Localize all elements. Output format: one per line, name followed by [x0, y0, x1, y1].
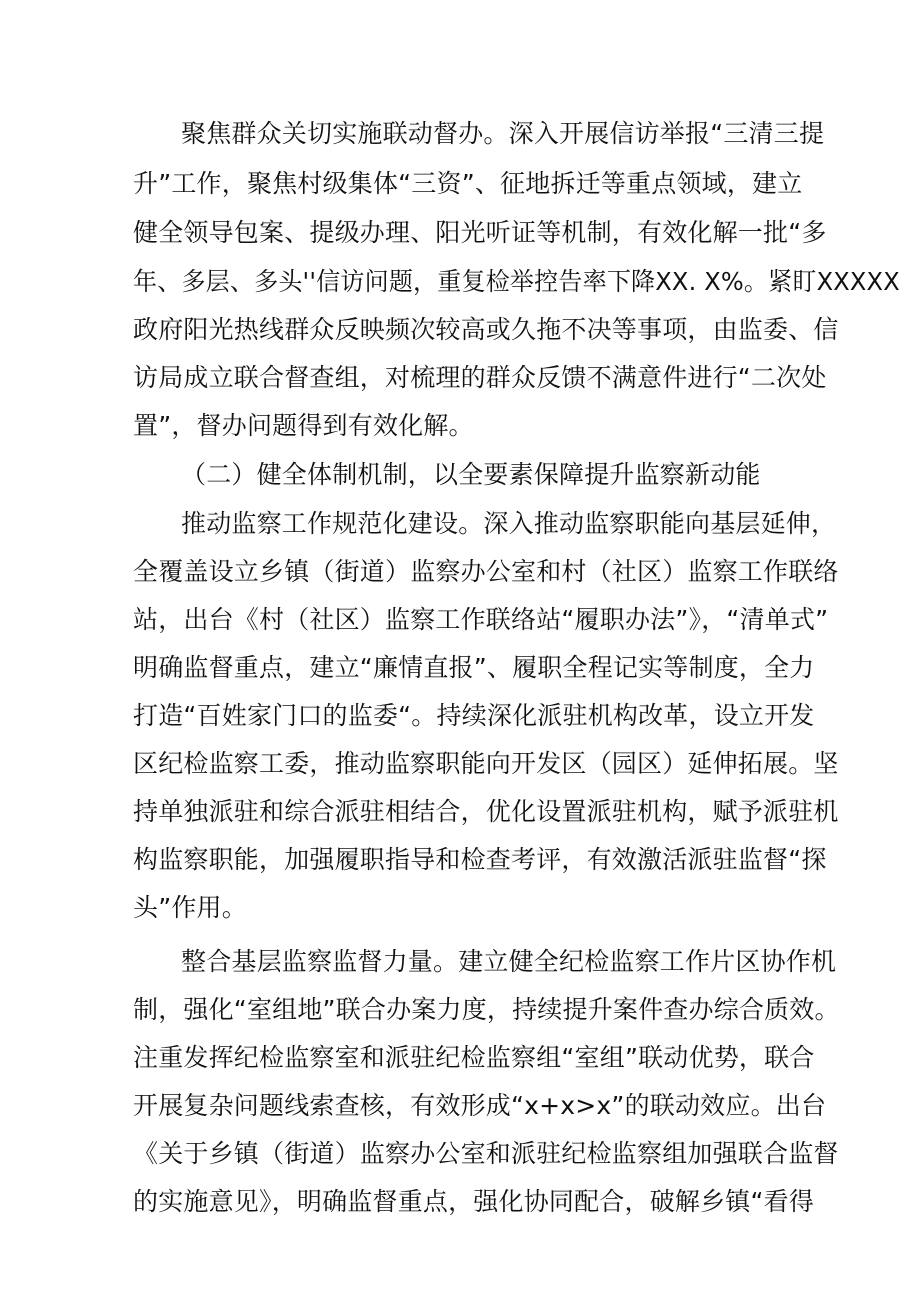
paragraph-1-line-4: 年、多层、多头''信访问题，重复检举控告率下降XX. X%。紧盯XXXXX	[133, 267, 900, 296]
paragraph-2-line-1: 推动监察工作规范化建设。深入推动监察职能向基层延伸，	[181, 509, 837, 538]
paragraph-1-line-1: 聚焦群众关切实施联动督办。深入开展信访举报“三清三提	[181, 119, 825, 148]
paragraph-1-line-2: 升”工作，聚焦村级集体“三资”、征地拆迁等重点领域，建立	[133, 169, 803, 198]
paragraph-2-line-5: 打造“百姓家门口的监委“。持续深化派驻机构改革，设立开发	[133, 701, 815, 730]
paragraph-1-line-3: 健全领导包案、提级办理、阳光听证等机制，有效化解一批“多	[133, 218, 827, 247]
paragraph-2-line-9: 头”作用。	[133, 893, 247, 922]
paragraph-1-line-6: 访局成立联合督查组，对梳理的群众反馈不满意件进行“二次处	[133, 363, 827, 392]
paragraph-2-line-2: 全覆盖设立乡镇（街道）监察办公室和村（社区）监察工作联络	[133, 557, 839, 586]
paragraph-2-line-4: 明确监督重点，建立“廉情直报”、履职全程记实等制度，全力	[133, 653, 815, 682]
section-heading: （二）健全体制机制，以全要素保障提升监察新动能	[181, 460, 761, 489]
paragraph-1-line-7: 置”，督办问题得到有效化解。	[133, 411, 474, 440]
paragraph-2-line-7: 持单独派驻和综合派驻相结合，优化设置派驻机构，赋予派驻机	[133, 797, 839, 826]
paragraph-3-line-4: 开展复杂问题线索查核，有效形成“x+x>x”的联动效应。出台	[133, 1091, 827, 1120]
paragraph-2-line-3: 站，出台《村（社区）监察工作联络站“履职办法”》，“清单式”	[133, 605, 829, 634]
paragraph-3-line-5: 《关于乡镇（街道）监察办公室和派驻纪检监察组加强联合监督	[133, 1139, 839, 1168]
paragraph-3-line-2: 制，强化“室组地”联合办案力度，持续提升案件查办综合质效。	[133, 995, 840, 1024]
paragraph-1-line-5: 政府阳光热线群众反映频次较高或久拖不决等事项，由监委、信	[133, 315, 839, 344]
paragraph-3-line-1: 整合基层监察监督力量。建立健全纪检监察工作片区协作机	[181, 947, 837, 976]
paragraph-3-line-3: 注重发挥纪检监察室和派驻纪检监察组“室组”联动优势，联合	[133, 1043, 815, 1072]
paragraph-3-line-6: 的实施意见》，明确监督重点，强化协同配合，破解乡镇“看得	[133, 1187, 815, 1216]
paragraph-2-line-6: 区纪检监察工委，推动监察职能向开发区（园区）延伸拓展。坚	[133, 749, 839, 778]
paragraph-2-line-8: 构监察职能，加强履职指导和检查考评，有效激活派驻监督“探	[133, 845, 827, 874]
